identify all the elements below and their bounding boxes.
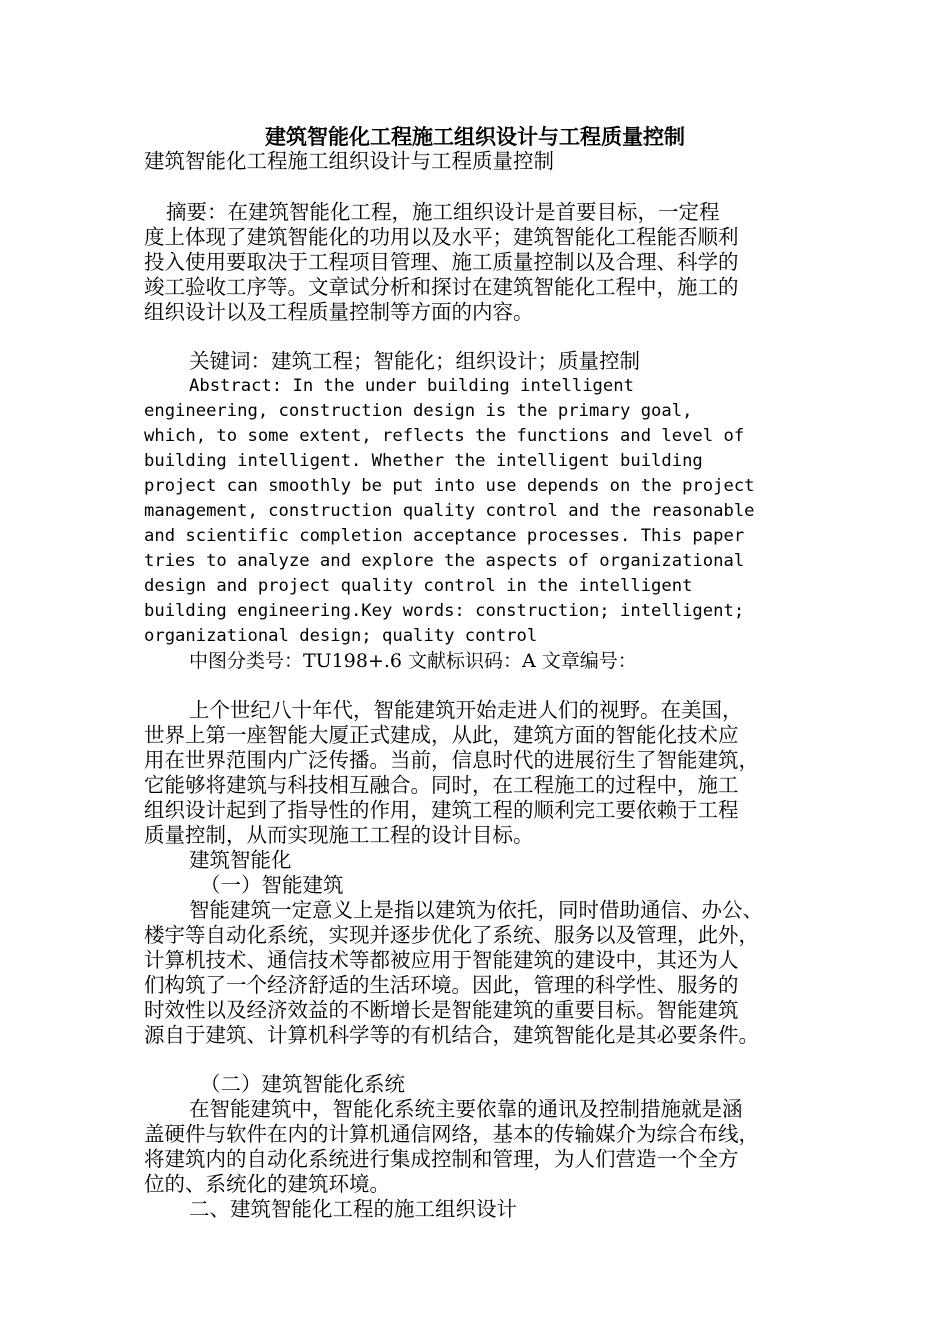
intro-line: 用在世界范围内广泛传播。当前，信息时代的进展衍生了智能建筑，	[144, 748, 759, 772]
abstract-en-line: project can smoothly be put into use depends on the project	[144, 476, 755, 496]
abstract-cn-line: 竣工验收工序等。文章试分析和探讨在建筑智能化工程中，施工的	[144, 275, 739, 299]
abstract-cn-line: 组织设计以及工程质量控制等方面的内容。	[144, 300, 534, 324]
sub2-line: 在智能建筑中，智能化系统主要依靠的通讯及控制措施就是涵	[189, 1097, 743, 1121]
keywords-cn: 关键词：建筑工程；智能化；组织设计；质量控制	[189, 349, 640, 373]
intro-line: 组织设计起到了指导性的作用，建筑工程的顺利完工要依赖于工程	[144, 798, 739, 822]
sub1-heading: （一）智能建筑	[200, 873, 344, 897]
classification-line: 中图分类号：TU198+.6 文献标识码：A 文章编号：	[189, 650, 637, 672]
intro-line: 上个世纪八十年代，智能建筑开始走进人们的视野。在美国，	[189, 698, 743, 722]
section1-heading: 建筑智能化	[189, 848, 292, 872]
abstract-en-line: which, to some extent, reflects the functions and level of	[144, 426, 745, 446]
abstract-en-line: organizational design; quality control	[144, 626, 538, 646]
intro-line: 它能够将建筑与科技相互融合。同时，在工程施工的过程中，施工	[144, 773, 739, 797]
sub1-line: 时效性以及经济效益的不断增长是智能建筑的重要目标。智能建筑	[144, 998, 739, 1022]
intro-line: 世界上第一座智能大厦正式建成，从此，建筑方面的智能化技术应	[144, 723, 739, 747]
intro-line: 质量控制，从而实现施工工程的设计目标。	[144, 823, 534, 847]
section2-heading: 二、建筑智能化工程的施工组织设计	[189, 1197, 517, 1221]
abstract-en-line: design and project quality control in the intelligent	[144, 576, 693, 596]
abstract-cn-line: 摘要：在建筑智能化工程，施工组织设计是首要目标，一定程	[166, 200, 720, 224]
sub2-line: 盖硬件与软件在内的计算机通信网络，基本的传输媒介为综合布线，	[144, 1122, 759, 1146]
abstract-en-line: building intelligent. Whether the intelligent building	[144, 451, 703, 471]
sub2-line: 将建筑内的自动化系统进行集成控制和管理，为人们营造一个全方	[144, 1147, 739, 1171]
document-title: 建筑智能化工程施工组织设计与工程质量控制	[265, 124, 685, 149]
abstract-en-line: tries to analyze and explore the aspects of organizational	[144, 551, 745, 571]
document-subtitle: 建筑智能化工程施工组织设计与工程质量控制	[144, 149, 554, 173]
sub2-line: 位的、系统化的建筑环境。	[144, 1172, 390, 1196]
sub1-line: 智能建筑一定意义上是指以建筑为依托，同时借助通信、办公、	[189, 898, 763, 922]
abstract-en-line: building engineering.Key words: construction; intelligent;	[144, 601, 745, 621]
sub1-line: 计算机技术、通信技术等都被应用于智能建筑的建设中，其还为人	[144, 948, 739, 972]
abstract-en-line: Abstract: In the under building intelligent	[189, 376, 634, 396]
abstract-en-line: engineering, construction design is the primary goal,	[144, 401, 693, 421]
sub1-line: 楼宇等自动化系统，实现并逐步优化了系统、服务以及管理，此外，	[144, 923, 759, 947]
sub2-heading: （二）建筑智能化系统	[200, 1072, 405, 1096]
abstract-en-line: management, construction quality control and the reasonable	[144, 501, 755, 521]
abstract-cn-line: 度上体现了建筑智能化的功用以及水平；建筑智能化工程能否顺利	[144, 225, 739, 249]
abstract-en-line: and scientific completion acceptance processes. This paper	[144, 526, 745, 546]
sub1-line: 源自于建筑、计算机科学等的有机结合，建筑智能化是其必要条件。	[144, 1023, 759, 1047]
abstract-cn-line: 投入使用要取决于工程项目管理、施工质量控制以及合理、科学的	[144, 250, 739, 274]
sub1-line: 们构筑了一个经济舒适的生活环境。因此，管理的科学性、服务的	[144, 973, 739, 997]
